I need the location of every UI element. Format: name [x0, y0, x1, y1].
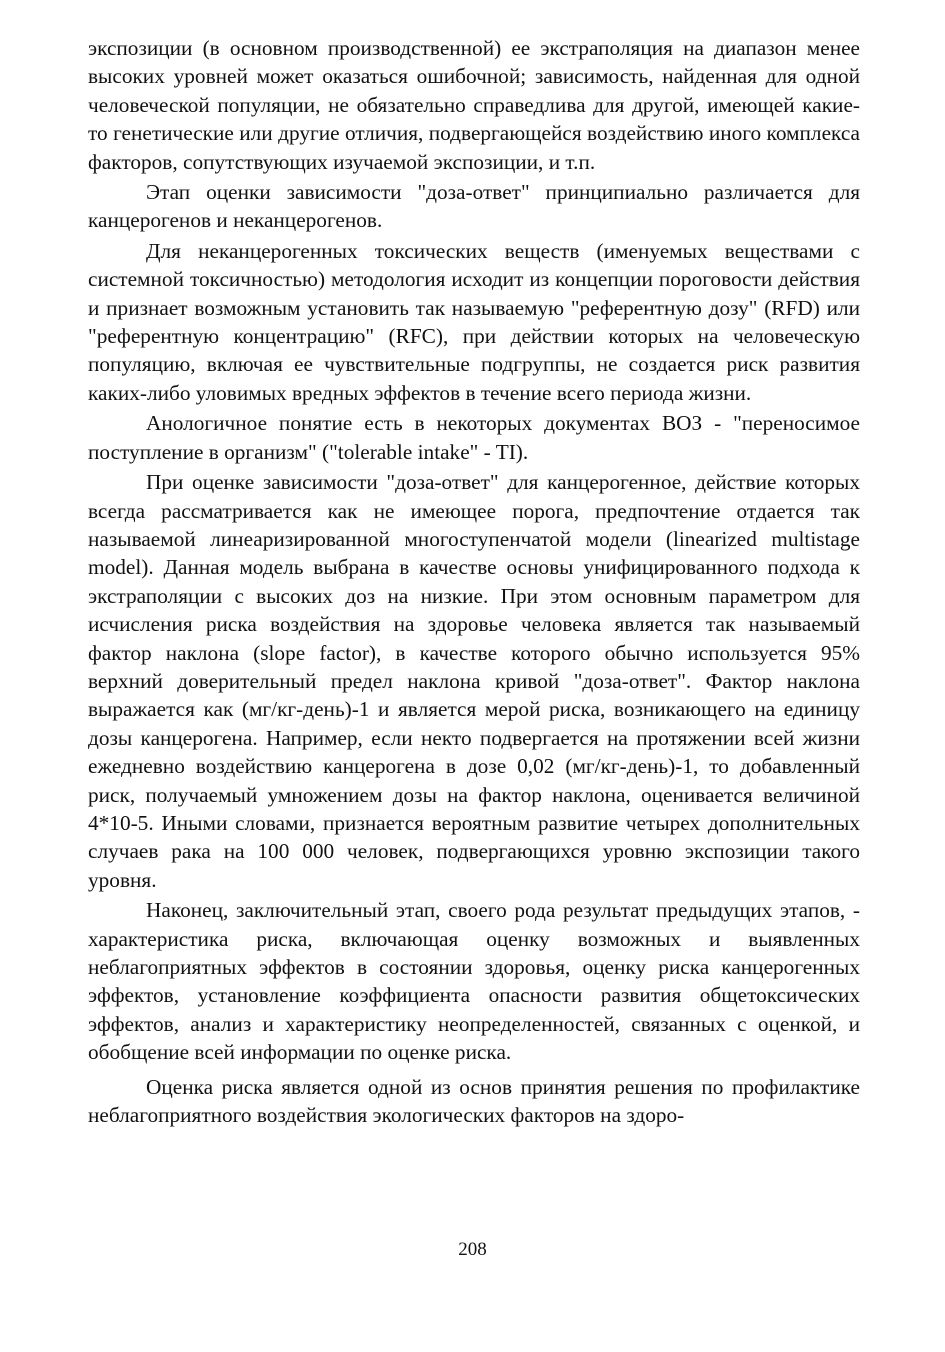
paragraph-who-tolerable-intake: Анологичное понятие есть в некоторых документах ВОЗ - "переносимое поступление в организм" ("tolerable intake" - TI).	[88, 411, 860, 464]
paragraph-risk-assessment-basis: Оценка риска является одной из основ принятия решения по профилактике неблагоприятного воздействия экологических факторов на здоро-	[88, 1074, 860, 1128]
paragraph-risk-characterization: Наконец, заключительный этап, своего рода результат предыдущих этапов, - характеристика риска, включающая оценку возможных и выявленных неблагоприятных эффектов в состоянии здоровья, оценку риска канцерогенных эффектов, установление коэффициента опасности развития общетоксических эффектов, анализ и характеристику неопределенностей, связанных с оценкой, и обобщение всей информации по оценке риска.	[88, 898, 860, 1065]
paragraph-continuation: экспозиции (в основном производственной) ее экстраполяция на диапазон менее высоких уровней может оказаться ошибочной; зависимость, найденная для одной человеческой популяции, не обязательно справедлива для другой, имеющей какие-то генетические или другие отличия, подвергающейся воздействию иного комплекса факторов, сопутствующих изучаемой экспозиции, и т.п.	[88, 36, 860, 174]
page-number: 208	[458, 1239, 487, 1260]
paragraph-dose-response-stage: Этап оценки зависимости "доза-ответ" принципиально различается для канцерогенов и неканцерогенов.	[88, 180, 860, 233]
paragraph-noncarcinogens: Для неканцерогенных токсических веществ (именуемых веществами с системной токсичностью) методология исходит из концепции пороговости действия и признает возможным установить так называемую "референтную дозу" (RFD) или "референтную концентрацию" (RFC), при действии которых на человеческую популяцию, включая ее чувствительные подгруппы, не создается риск развития каких-либо уловимых вредных эффектов в течение всего периода жизни.	[88, 238, 860, 405]
paragraph-carcinogens-slope-factor: При оценке зависимости "доза-ответ" для канцерогенное, действие которых всегда рассматривается как не имеющее порога, предпочтение отдается так называемой линеаризированной многоступенчатой модели (linearized multistage model). Данная модель выбрана в качестве основы унифицированного подхода к экстраполяции с высоких доз на низкие. При этом основным параметром для исчисления риска воздействия на здоровье человека является так называемый фактор наклона (slope factor), в качестве которого обычно используется 95% верхний доверительный предел наклона кривой "доза-ответ". Фактор наклона выражается как (мг/кг-день)-1 и является мерой риска, возникающего на единицу дозы канцерогена. Например, если некто подвергается на протяжении всей жизни ежедневно воздействию канцерогена в дозе 0,02 (мг/кг-день)-1, то добавленный риск, получаемый умножением дозы на фактор наклона, оценивается величиной 4*10-5. Иными словами, признается вероятным развитие четырех дополнительных случаев рака на 100 000 человек, подвергающихся уровню экспозиции такого уровня.	[88, 470, 860, 892]
document-body	[88, 34, 860, 1131]
